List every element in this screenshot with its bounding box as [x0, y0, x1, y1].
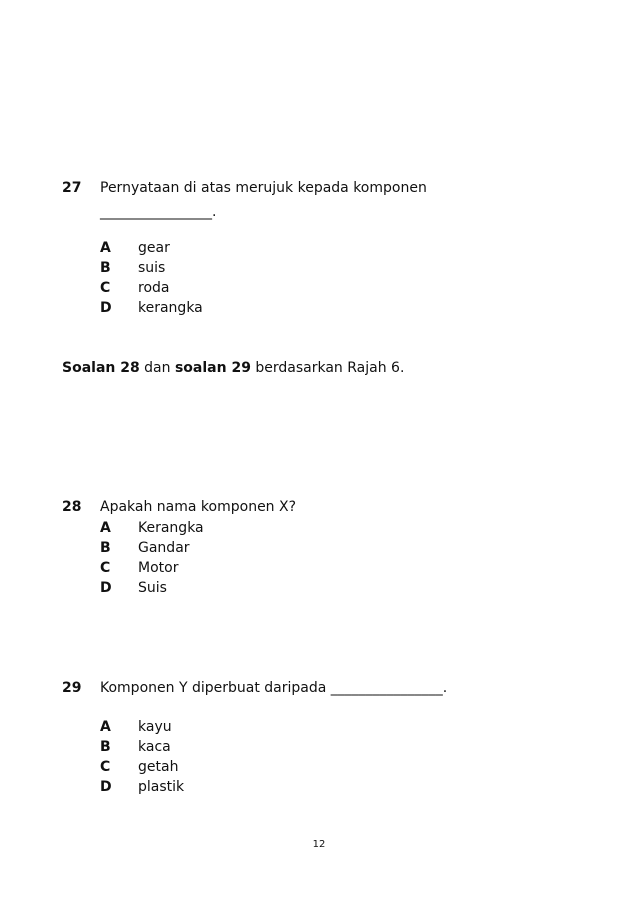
question-29-text: Komponen Y diperbuat daripada ________________.: [100, 680, 448, 696]
q29-option-c-text: getah: [138, 759, 179, 775]
q29-option-c-letter: C: [100, 759, 111, 775]
question-27-text: Pernyataan di atas merujuk kepada komponen: [100, 180, 427, 196]
q27-option-c-letter: C: [100, 280, 111, 296]
section-instruction: [62, 359, 404, 377]
section-soalan-29: soalan 29: [174, 360, 251, 376]
page-number: 12: [312, 839, 326, 850]
q27-option-a-letter: A: [100, 240, 111, 256]
q27-option-b-text: suis: [138, 260, 166, 276]
question-28-number: 28: [62, 499, 82, 515]
q27-option-b-letter: B: [100, 260, 111, 276]
q29-option-d-text: plastik: [138, 779, 185, 795]
q28-option-a-letter: A: [100, 520, 111, 536]
q29-option-b-letter: B: [100, 739, 111, 755]
q27-option-d-letter: D: [100, 300, 112, 316]
section-berdasarkan: berdasarkan Rajah 6.: [250, 360, 405, 376]
question-28-text: Apakah nama komponen X?: [100, 499, 297, 515]
q29-option-d-letter: D: [100, 779, 112, 795]
question-27-number: 27: [62, 180, 82, 196]
section-soalan-28: Soalan 28: [62, 360, 140, 376]
q29-option-b-text: kaca: [138, 739, 171, 755]
section-dan: dan: [139, 360, 175, 376]
question-29-number: 29: [62, 680, 82, 696]
q27-option-c-text: roda: [138, 280, 170, 296]
q28-option-c-text: Motor: [138, 560, 179, 576]
q28-option-a-text: Kerangka: [138, 520, 204, 536]
q28-option-b-letter: B: [100, 540, 111, 556]
q28-option-d-letter: D: [100, 580, 112, 596]
q29-option-a-letter: A: [100, 719, 111, 735]
q29-option-a-text: kayu: [138, 719, 172, 735]
q28-option-d-text: Suis: [138, 580, 167, 596]
question-27-blank: ________________.: [100, 204, 217, 220]
q28-option-c-letter: C: [100, 560, 111, 576]
q27-option-d-text: kerangka: [138, 300, 203, 316]
q27-option-a-text: gear: [138, 240, 170, 256]
q28-option-b-text: Gandar: [138, 540, 190, 556]
